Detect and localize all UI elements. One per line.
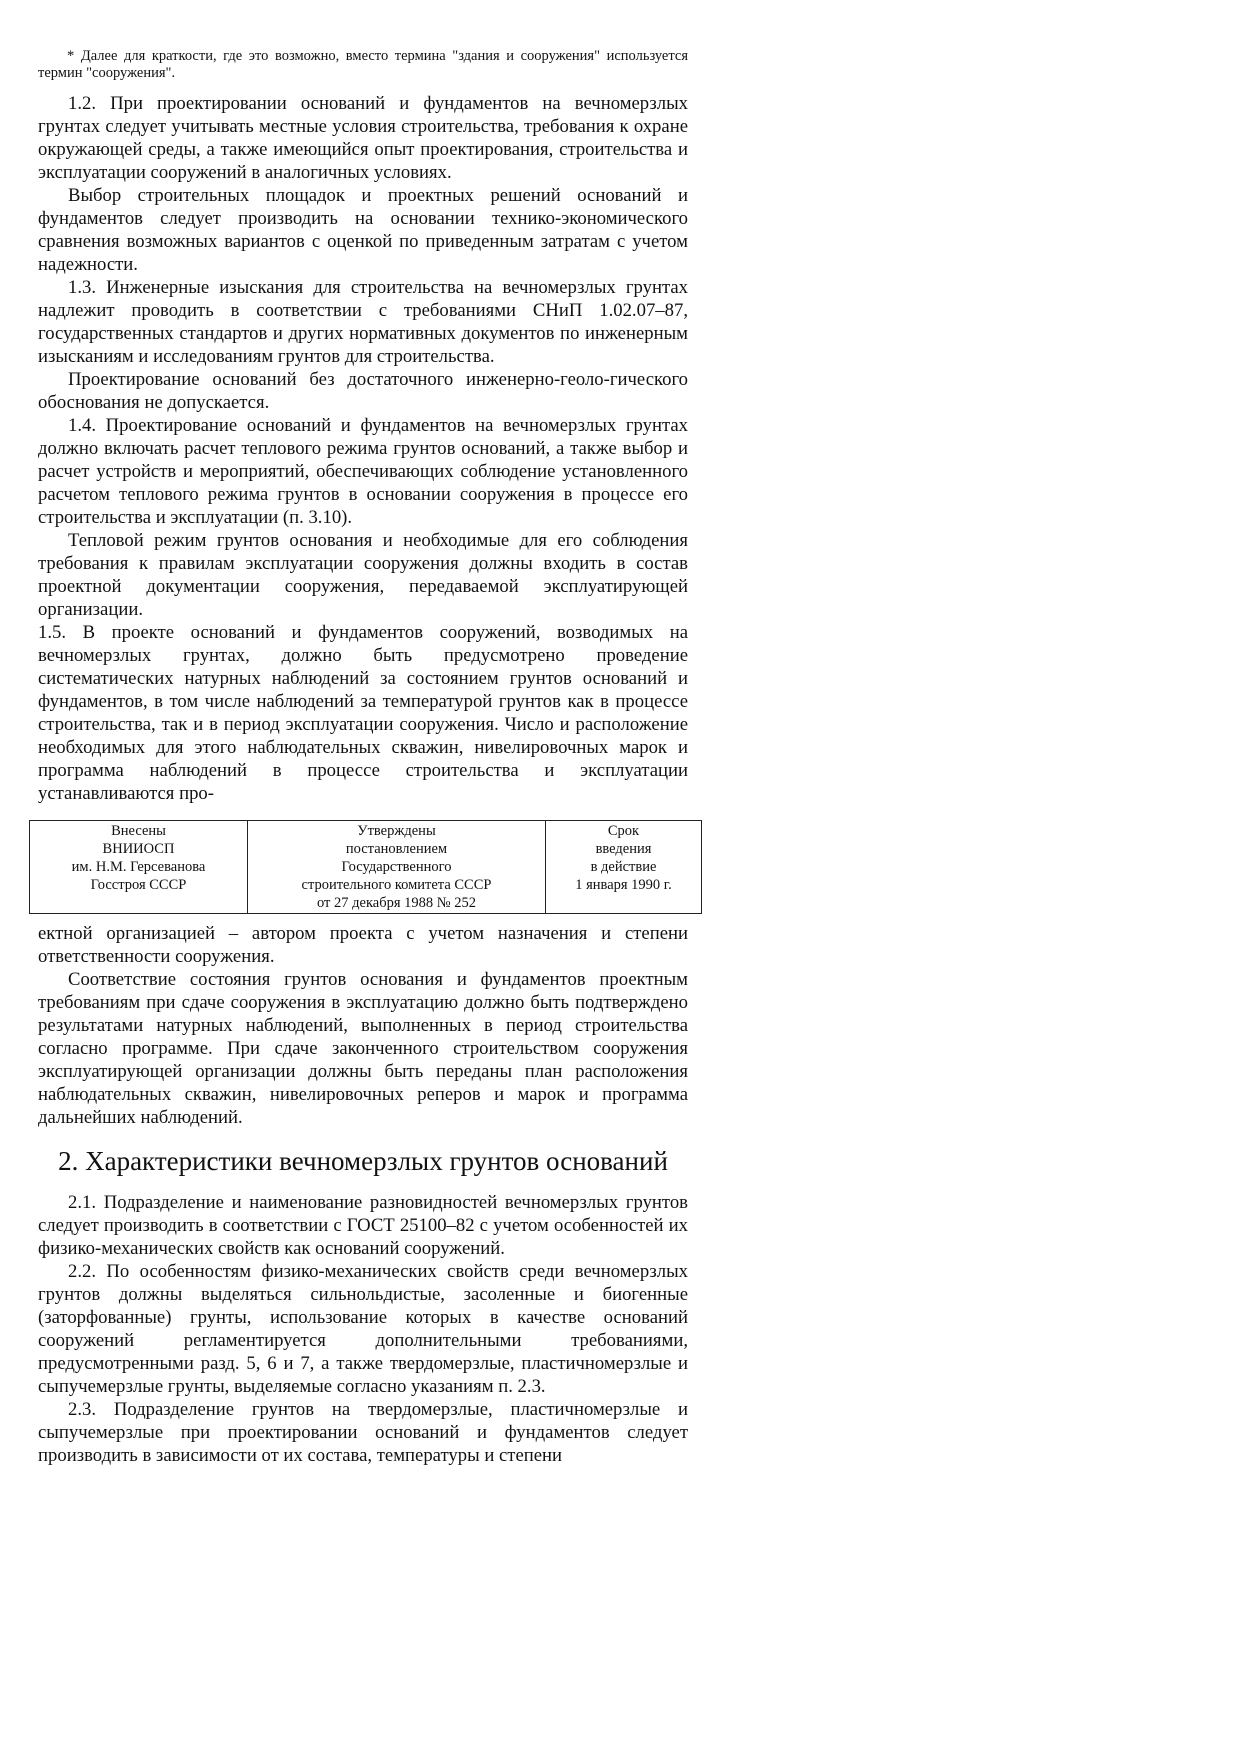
paragraph-compliance: Соответствие состояния грунтов основания и фундаментов проектным требованиям при сдаче сооружения в эксплуатацию должно быть подтверждено результатами натурных наблюдений, выполненных в период строительства согласно программе. При сдаче законченного строительством сооружения эксплуатирующей организации должны быть переданы план расположения наблюдательных скважин, нивелировочных реперов и марок и программа дальнейших наблюдений.	[38, 969, 688, 1128]
paragraph-geology-justification: Проектирование оснований без достаточного инженерно-геоло-гического обоснования не допускается.	[38, 369, 688, 413]
paragraph-2-3: 2.3. Подразделение грунтов на твердомерзлые, пластичномерзлые и сыпучемерзлые при проектировании оснований и фундаментов следует производить в зависимости от их состава, температуры и степени	[38, 1399, 688, 1466]
approved-by-line: Государственного	[341, 859, 452, 875]
approved-by-line: строительного комитета СССР	[301, 877, 492, 893]
submitted-by-line: ВНИИОСП	[102, 841, 175, 857]
submitted-by-line: им. Н.М. Герсеванова	[71, 859, 206, 875]
approved-by-line: постановлением	[345, 841, 448, 857]
effective-date-line: в действие	[590, 859, 657, 875]
footnote: * Далее для краткости, где это возможно, вместо термина "здания и сооружения" используется термин "сооружения".	[38, 48, 688, 81]
paragraph-2-1: 2.1. Подразделение и наименование разновидностей вечномерзлых грунтов следует производить в соответствии с ГОСТ 25100–82 с учетом особенностей их физико-механических свойств как оснований сооружений.	[38, 1192, 688, 1259]
submitted-by-line: Госстроя СССР	[90, 877, 187, 893]
submitted-by-line: Внесены	[111, 823, 166, 839]
submitted-by-cell	[30, 821, 248, 914]
approved-by-line: Утверждены	[357, 823, 436, 839]
paragraph-1-4: 1.4. Проектирование оснований и фундаментов на вечномерзлых грунтах должно включать расчет теплового режима грунтов оснований, а также выбор и расчет устройств и мероприятий, обеспечивающих соблюдение установленного расчетом теплового режима грунтов в основании сооружения в процессе его строительства и эксплуатации (п. 3.10).	[38, 415, 688, 528]
paragraph-1-3: 1.3. Инженерные изыскания для строительства на вечномерзлых грунтах надлежит проводить в соответствии с требованиями СНиП 1.02.07–87, государственных стандартов и других нормативных документов по инженерным изысканиям и исследованиям грунтов для строительства.	[38, 277, 688, 367]
effective-date-cell	[546, 821, 702, 914]
effective-date-line: 1 января 1990 г.	[575, 877, 672, 893]
paragraph-2-2: 2.2. По особенностям физико-механических свойств среди вечномерзлых грунтов должны выделяться сильнольдистые, засоленные и биогенные (заторфованные) грунты, использование которых в качестве оснований сооружений регламентируется дополнительными требованиями, предусмотренными разд. 5, 6 и 7, а также твердомерзлые, пластичномерзлые и сыпучемерзлые грунты, выделяемые согласно указаниям п. 2.3.	[38, 1261, 688, 1397]
effective-date-line: Срок	[607, 823, 640, 839]
paragraph-thermal-regime: Тепловой режим грунтов основания и необходимые для его соблюдения требования к правилам эксплуатации сооружения должны входить в состав проектной документации сооружения, передаваемой эксплуатирующей организации.	[38, 530, 688, 620]
paragraph-1-5: 1.5. В проекте оснований и фундаментов сооружений, возводимых на вечномерзлых грунтах, должно быть предусмотрено проведение систематических натурных наблюдений за состоянием грунтов оснований и фундаментов, в том числе наблюдений за температурой грунтов как в процессе строительства, так и в период эксплуатации сооружения. Число и расположение необходимых для этого наблюдательных скважин, нивелировочных марок и программа наблюдений в процессе строительства и эксплуатации устанавливаются про-	[38, 622, 688, 804]
document-page	[38, 48, 688, 1467]
approved-by-line: от 27 декабря 1988 № 252	[317, 895, 476, 911]
section-title: 2. Характеристики вечномерзлых грунтов оснований	[58, 1146, 668, 1176]
paragraph-1-2: 1.2. При проектировании оснований и фундаментов на вечномерзлых грунтах следует учитывать местные условия строительства, требования к охране окружающей среды, а также имеющийся опыт проектирования, строительства и эксплуатации сооружений в аналогичных условиях.	[38, 93, 688, 183]
paragraph-1-5-continued: ектной организацией – автором проекта с учетом назначения и степени ответственности сооружения.	[38, 923, 688, 967]
approval-table	[29, 820, 702, 914]
paragraph-site-selection: Выбор строительных площадок и проектных решений оснований и фундаментов следует производить на основании технико-экономического сравнения возможных вариантов с оценкой по приведенным затратам с учетом надежности.	[38, 185, 688, 275]
effective-date-line: введения	[595, 841, 652, 857]
approved-by-cell	[248, 821, 546, 914]
